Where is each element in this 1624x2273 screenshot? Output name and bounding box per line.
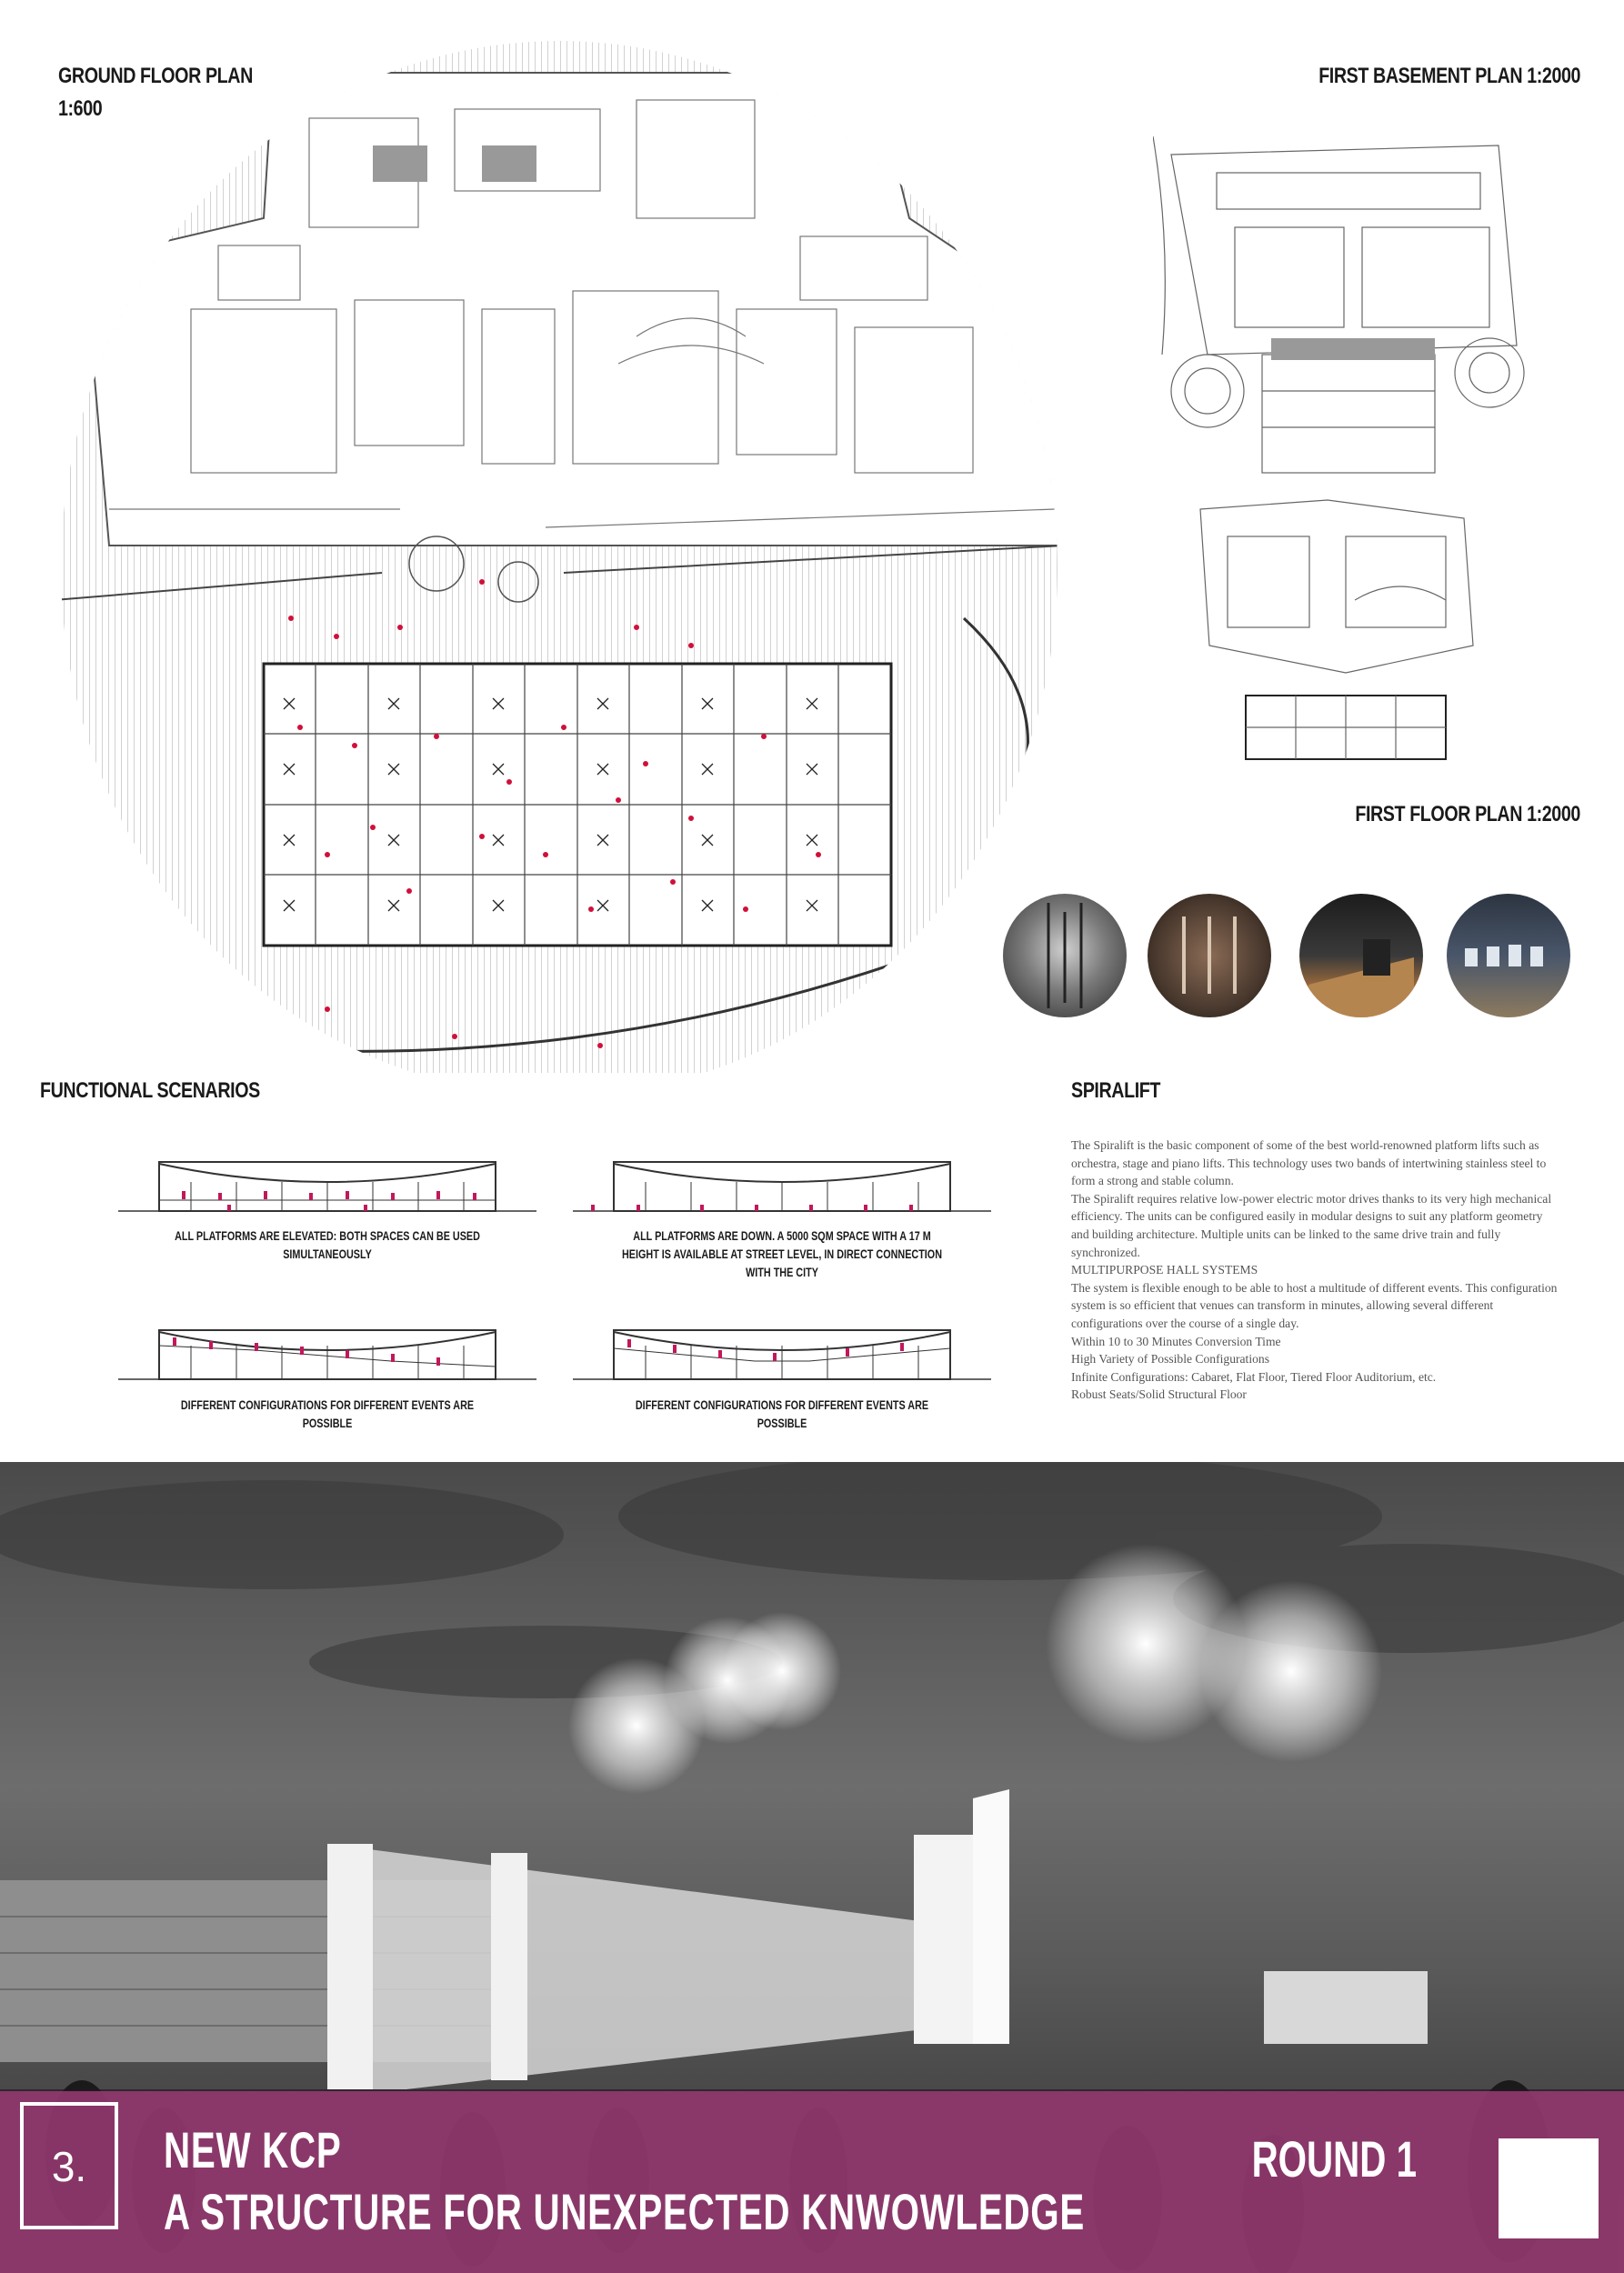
spiralift-paragraph: The system is flexible enough to be able to host a multitude of different events. This configuration system is so efficient that venues can transform in minutes, allowing several different configurations over the course of a single day. bbox=[1071, 1280, 1558, 1330]
spiralift-paragraph: Within 10 to 30 Minutes Conversion Time bbox=[1071, 1334, 1281, 1348]
spiralift-photo-3 bbox=[1299, 894, 1423, 1017]
spiralift-description bbox=[1071, 1136, 1562, 1404]
scenario-section-4 bbox=[573, 1323, 991, 1387]
spiralift-photo-2 bbox=[1148, 894, 1271, 1017]
first-floor-plan-title: FIRST FLOOR PLAN 1:2000 bbox=[1355, 802, 1580, 826]
first-basement-plan-title: FIRST BASEMENT PLAN 1:2000 bbox=[1318, 64, 1580, 88]
spiralift-paragraph: The Spiralift is the basic component of some of the best world-renowned platform lifts such as orchestra, stage and piano lifts. This technology uses two bands of intertwining stainless steel to form a strong and stable column. bbox=[1071, 1138, 1547, 1188]
spiralift-paragraph: Infinite Configurations: Cabaret, Flat Floor, Tiered Floor Auditorium, etc. bbox=[1071, 1369, 1437, 1384]
spiralift-paragraph: The Spiralift requires relative low-power electric motor drives thanks to its very high mechanical efficiency. The units can be configured easily in modular designs to suit any platform geometry and building architecture. Multiple units can be linked to the same drive train and fully synchronized. bbox=[1071, 1191, 1552, 1259]
white-square bbox=[1499, 2138, 1599, 2238]
board-number-box bbox=[20, 2102, 118, 2229]
spiralift-title: SPIRALIFT bbox=[1071, 1078, 1160, 1103]
scenario-caption-2: ALL PLATFORMS ARE DOWN. A 5000 SQM SPACE WITH A 17 M HEIGHT IS AVAILABLE AT STREET LEVEL, IN DIRECT CONNECTION WITH THE CITY bbox=[621, 1229, 942, 1279]
ground-floor-plan-title: GROUND FLOOR PLAN bbox=[58, 64, 253, 88]
first-basement-plan-drawing bbox=[1153, 136, 1535, 482]
scenario-section-2 bbox=[573, 1155, 991, 1218]
spiralift-paragraph: Robust Seats/Solid Structural Floor bbox=[1071, 1387, 1247, 1402]
scenario-caption-4: DIFFERENT CONFIGURATIONS FOR DIFFERENT EVENTS ARE POSSIBLE bbox=[635, 1398, 929, 1430]
scenario-caption-3: DIFFERENT CONFIGURATIONS FOR DIFFERENT EVENTS ARE POSSIBLE bbox=[180, 1398, 475, 1430]
functional-scenarios-title: FUNCTIONAL SCENARIOS bbox=[40, 1078, 260, 1103]
board-number: 3. bbox=[51, 2143, 87, 2190]
project-title: NEW KCP bbox=[164, 2121, 342, 2178]
ground-floor-plan-scale: 1:600 bbox=[58, 96, 103, 121]
spiralift-photo-1 bbox=[1003, 894, 1127, 1017]
scenario-caption-1: ALL PLATFORMS ARE ELEVATED: BOTH SPACES CAN BE USED SIMULTANEOUSLY bbox=[175, 1229, 480, 1261]
spiralift-paragraph: MULTIPURPOSE HALL SYSTEMS bbox=[1071, 1263, 1258, 1277]
spiralift-photo-4 bbox=[1447, 894, 1570, 1017]
first-floor-plan-drawing bbox=[1182, 491, 1491, 773]
project-subtitle: A STRUCTURE FOR UNEXPECTED KNWOWLEDGE bbox=[164, 2183, 1085, 2240]
ground-floor-plan-drawing bbox=[55, 36, 1064, 1073]
scenario-section-1 bbox=[118, 1155, 536, 1218]
spiralift-paragraph: High Variety of Possible Configurations bbox=[1071, 1352, 1269, 1367]
scenario-section-3 bbox=[118, 1323, 536, 1387]
round-label: ROUND 1 bbox=[1251, 2130, 1417, 2188]
